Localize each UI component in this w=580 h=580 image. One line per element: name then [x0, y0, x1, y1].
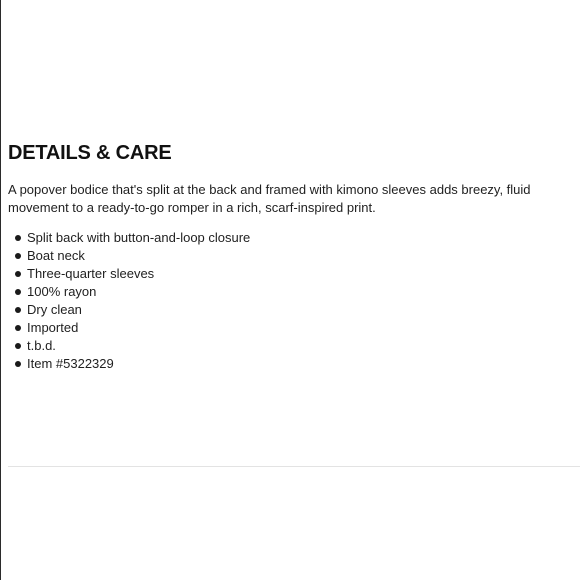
- feature-text: Dry clean: [27, 302, 82, 317]
- list-item: [8, 247, 578, 265]
- feature-list: [8, 229, 578, 373]
- bullet-icon: [15, 289, 21, 295]
- feature-text: Imported: [27, 320, 79, 335]
- bullet-icon: [15, 235, 21, 241]
- bullet-icon: [15, 325, 21, 331]
- details-care-section: [8, 141, 578, 373]
- section-heading: DETAILS & CARE: [8, 142, 172, 164]
- left-border-line: [0, 0, 1, 580]
- section-divider: [8, 466, 580, 467]
- bullet-icon: [15, 343, 21, 349]
- bullet-icon: [15, 253, 21, 259]
- list-item: [8, 283, 578, 301]
- list-item: [8, 229, 578, 247]
- list-item: [8, 301, 578, 319]
- list-item: [8, 265, 578, 283]
- feature-text: t.b.d.: [27, 338, 56, 353]
- product-description: A popover bodice that's split at the back and framed with kimono sleeves adds breezy, fluid movement to a ready-to-go romper in a rich, scarf-inspired print.: [8, 182, 531, 215]
- feature-text: Three-quarter sleeves: [27, 266, 155, 281]
- feature-text: Split back with button-and-loop closure: [27, 230, 251, 245]
- feature-text: Boat neck: [27, 248, 85, 263]
- bullet-icon: [15, 361, 21, 367]
- feature-text: Item #5322329: [27, 356, 114, 371]
- list-item: [8, 319, 578, 337]
- bullet-icon: [15, 271, 21, 277]
- list-item: [8, 337, 578, 355]
- bullet-icon: [15, 307, 21, 313]
- feature-text: 100% rayon: [27, 284, 97, 299]
- list-item: [8, 355, 578, 373]
